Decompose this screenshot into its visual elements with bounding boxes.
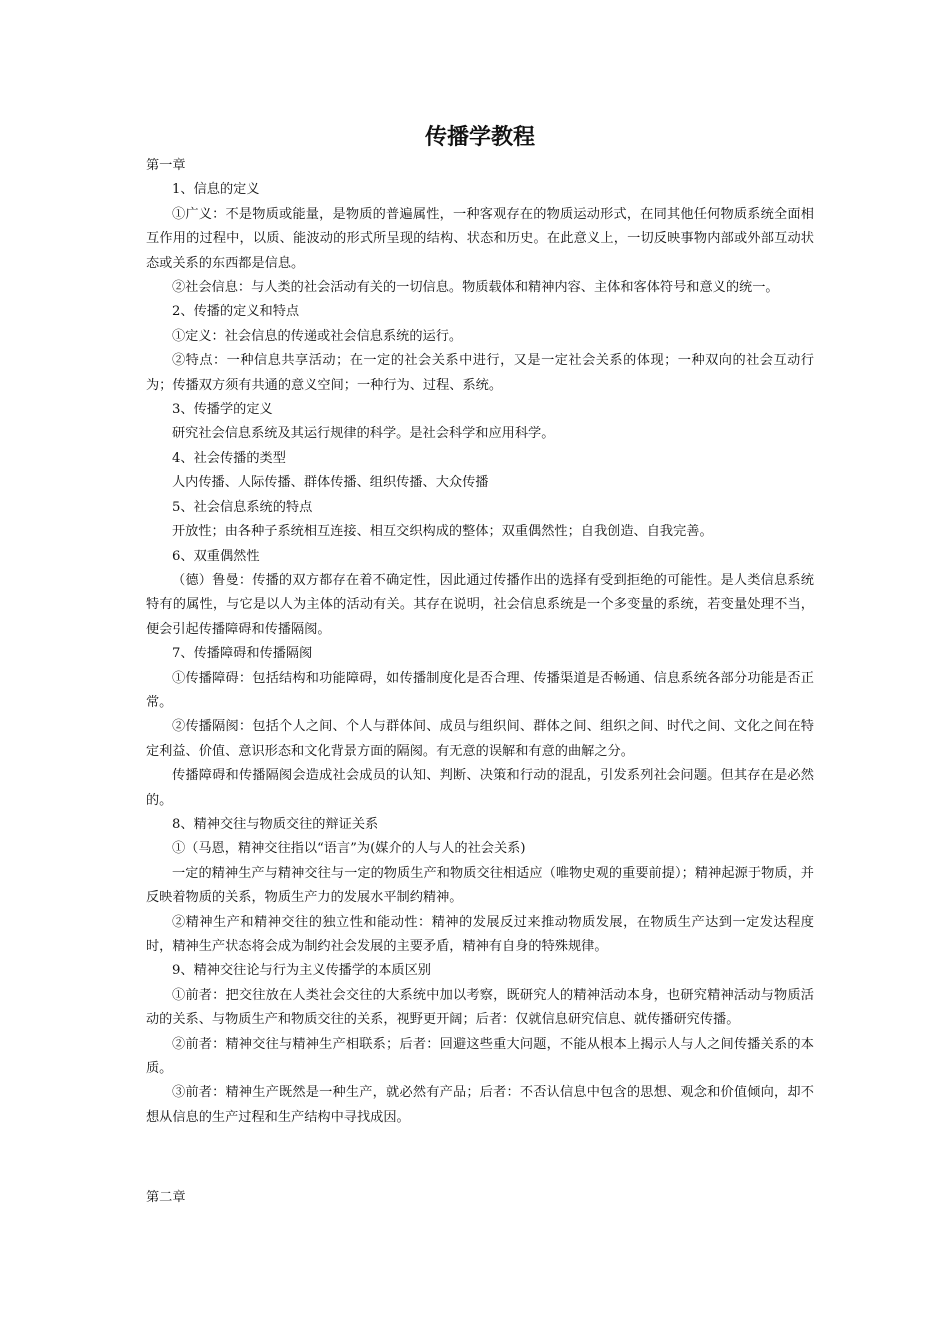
paragraph: 2、传播的定义和特点 (172, 304, 300, 320)
paragraph: ②传播隔阂：包括个人之间、个人与群体间、成员与组织间、群体之间、组织之间、时代之间、文化之间在特定利益、价值、意识形态和文化背景方面的隔阂。有无意的误解和有意的曲解之分。 (146, 719, 814, 759)
paragraph: （德）鲁曼：传播的双方都存在着不确定性，因此通过传播作出的选择有受到拒绝的可能性。是人类信息系统特有的属性，与它是以人为主体的活动有关。其存在说明，社会信息系统是一个多变量的系统，若变量处理不当，便会引起传播障碍和传播隔阂。 (146, 572, 814, 637)
paragraph: 一定的精神生产与精神交往与一定的物质生产和物质交往相适应（唯物史观的重要前提）；精神起源于物质，并反映着物质的关系，物质生产力的发展水平制约精神。 (146, 865, 814, 906)
paragraph: 1、信息的定义 (172, 182, 260, 198)
paragraph: ①（马恩，精神交往指以“语言”为(媒介的人与人的社会关系) (172, 841, 526, 857)
document-page (146, 120, 814, 1211)
section-gap (146, 1130, 814, 1186)
chapter-heading: 第一章 (146, 158, 186, 173)
paragraph: ②前者：精神交往与精神生产相联系；后者：回避这些重大问题，不能从根本上揭示人与人之间传播关系的本质。 (146, 1036, 814, 1077)
paragraph: ③前者：精神生产既然是一种生产，就必然有产品；后者：不否认信息中包含的思想、观念和价值倾向，却不想从信息的生产过程和生产结构中寻找成因。 (146, 1085, 814, 1125)
paragraph: 8、精神交往与物质交往的辩证关系 (172, 816, 379, 832)
paragraph: ①广义：不是物质或能量，是物质的普遍属性，一种客观存在的物质运动形式，在同其他任何物质系统全面相互作用的过程中，以质、能波动的形式所呈现的结构、状态和历史。在此意义上，一切反映事物内部或外部互动状态或关系的东西都是信息。 (146, 206, 814, 271)
paragraph: 3、传播学的定义 (172, 402, 273, 418)
paragraph: 5、社会信息系统的特点 (172, 499, 313, 515)
document-body (146, 154, 814, 1130)
paragraph: ②特点：一种信息共享活动；在一定的社会关系中进行，又是一定社会关系的体现；一种双向的社会互动行为；传播双方须有共通的意义空间；一种行为、过程、系统。 (146, 353, 814, 393)
paragraph: 7、传播障碍和传播隔阂 (172, 646, 313, 662)
paragraph: 传播障碍和传播隔阂会造成社会成员的认知、判断、决策和行动的混乱，引发系列社会问题。但其存在是必然的。 (146, 768, 814, 808)
paragraph: ①前者：把交往放在人类社会交往的大系统中加以考察，既研究人的精神活动本身，也研究精神活动与物质活动的关系、与物质生产和物质交往的关系，视野更开阔；后者：仅就信息研究信息、就传播研究传播。 (146, 987, 814, 1028)
paragraph: 6、双重偶然性 (172, 548, 260, 564)
paragraph: 研究社会信息系统及其运行规律的科学。是社会科学和应用科学。 (172, 426, 555, 442)
paragraph: 9、精神交往论与行为主义传播学的本质区别 (172, 963, 431, 979)
chapter-heading: 第二章 (146, 1190, 186, 1206)
paragraph: ①定义：社会信息的传递或社会信息系统的运行。 (172, 328, 463, 344)
paragraph: ①传播障碍：包括结构和功能障碍，如传播制度化是否合理、传播渠道是否畅通、信息系统各部分功能是否正常。 (146, 670, 814, 710)
paragraph: 人内传播、人际传播、群体传播、组织传播、大众传播 (172, 475, 489, 491)
page-title: 传播学教程 (424, 124, 535, 150)
paragraph: 4、社会传播的类型 (172, 450, 286, 466)
paragraph: ②精神生产和精神交往的独立性和能动性：精神的发展反过来推动物质发展，在物质生产达到一定发达程度时，精神生产状态将会成为制约社会发展的主要矛盾，精神有自身的特殊规律。 (146, 914, 814, 954)
paragraph: ②社会信息：与人类的社会活动有关的一切信息。物质载体和精神内容、主体和客体符号和意义的统一。 (172, 280, 779, 296)
paragraph: 开放性；由各种子系统相互连接、相互交织构成的整体；双重偶然性；自我创造、自我完善。 (172, 524, 713, 540)
